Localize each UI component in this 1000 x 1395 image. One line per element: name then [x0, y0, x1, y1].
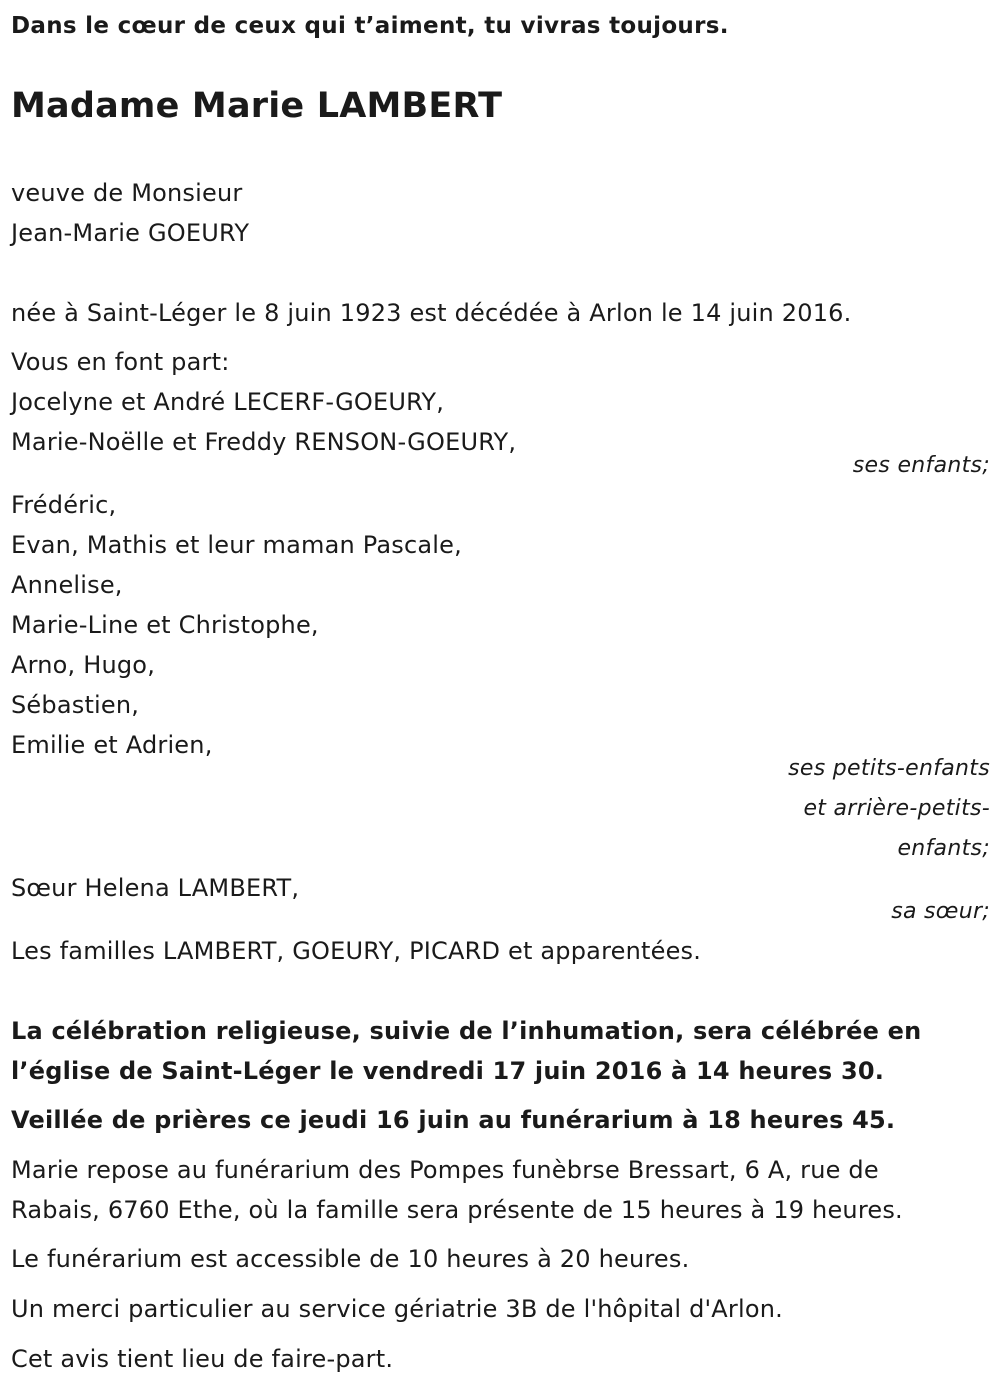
motto: Dans le cœur de ceux qui t’aiment, tu vivras toujours. — [11, 13, 729, 39]
child-entry: Marie-Noëlle et Freddy RENSON-GOEURY, — [11, 428, 517, 456]
grandchild-entry: Sébastien, — [11, 691, 140, 719]
grandchildren-relation-line: ses petits-enfants — [788, 756, 990, 781]
birth-death-line: née à Saint-Léger le 8 juin 1923 est décédée à Arlon le 14 juin 2016. — [11, 299, 852, 327]
thanks-line: Un merci particulier au service gériatrie 3B de l'hôpital d'Arlon. — [11, 1295, 783, 1323]
child-entry: Jocelyne et André LECERF-GOEURY, — [11, 388, 445, 416]
notice-line: Cet avis tient lieu de faire-part. — [11, 1345, 394, 1373]
grandchild-entry: Annelise, — [11, 571, 123, 599]
funerarium-hours: Le funérarium est accessible de 10 heures à 20 heures. — [11, 1245, 690, 1273]
grandchild-entry: Frédéric, — [11, 491, 117, 519]
grandchild-entry: Evan, Mathis et leur maman Pascale, — [11, 531, 462, 559]
grandchildren-relation-line: enfants; — [897, 836, 990, 861]
grandchild-entry: Arno, Hugo, — [11, 651, 156, 679]
sister-name: Sœur Helena LAMBERT, — [11, 874, 300, 902]
deceased-name: Madame Marie LAMBERT — [11, 86, 503, 126]
families-line: Les familles LAMBERT, GOEURY, PICARD et apparentées. — [11, 937, 702, 965]
spouse-name: Jean-Marie GOEURY — [11, 219, 250, 247]
announcers-intro: Vous en font part: — [11, 348, 230, 376]
repose-line: Rabais, 6760 Ethe, où la famille sera présente de 15 heures à 19 heures. — [11, 1196, 903, 1224]
ceremony-line: La célébration religieuse, suivie de l’inhumation, sera célébrée en — [11, 1017, 922, 1045]
grandchildren-relation-line: et arrière-petits- — [803, 796, 990, 821]
children-relation: ses enfants; — [852, 453, 990, 478]
grandchild-entry: Marie-Line et Christophe, — [11, 611, 319, 639]
grandchild-entry: Emilie et Adrien, — [11, 731, 213, 759]
spouse-intro: veuve de Monsieur — [11, 179, 243, 207]
vigil-line: Veillée de prières ce jeudi 16 juin au funérarium à 18 heures 45. — [11, 1106, 896, 1134]
sister-relation: sa sœur; — [891, 899, 990, 924]
ceremony-line: l’église de Saint-Léger le vendredi 17 juin 2016 à 14 heures 30. — [11, 1057, 885, 1085]
repose-line: Marie repose au funérarium des Pompes funèbrse Bressart, 6 A, rue de — [11, 1156, 879, 1184]
